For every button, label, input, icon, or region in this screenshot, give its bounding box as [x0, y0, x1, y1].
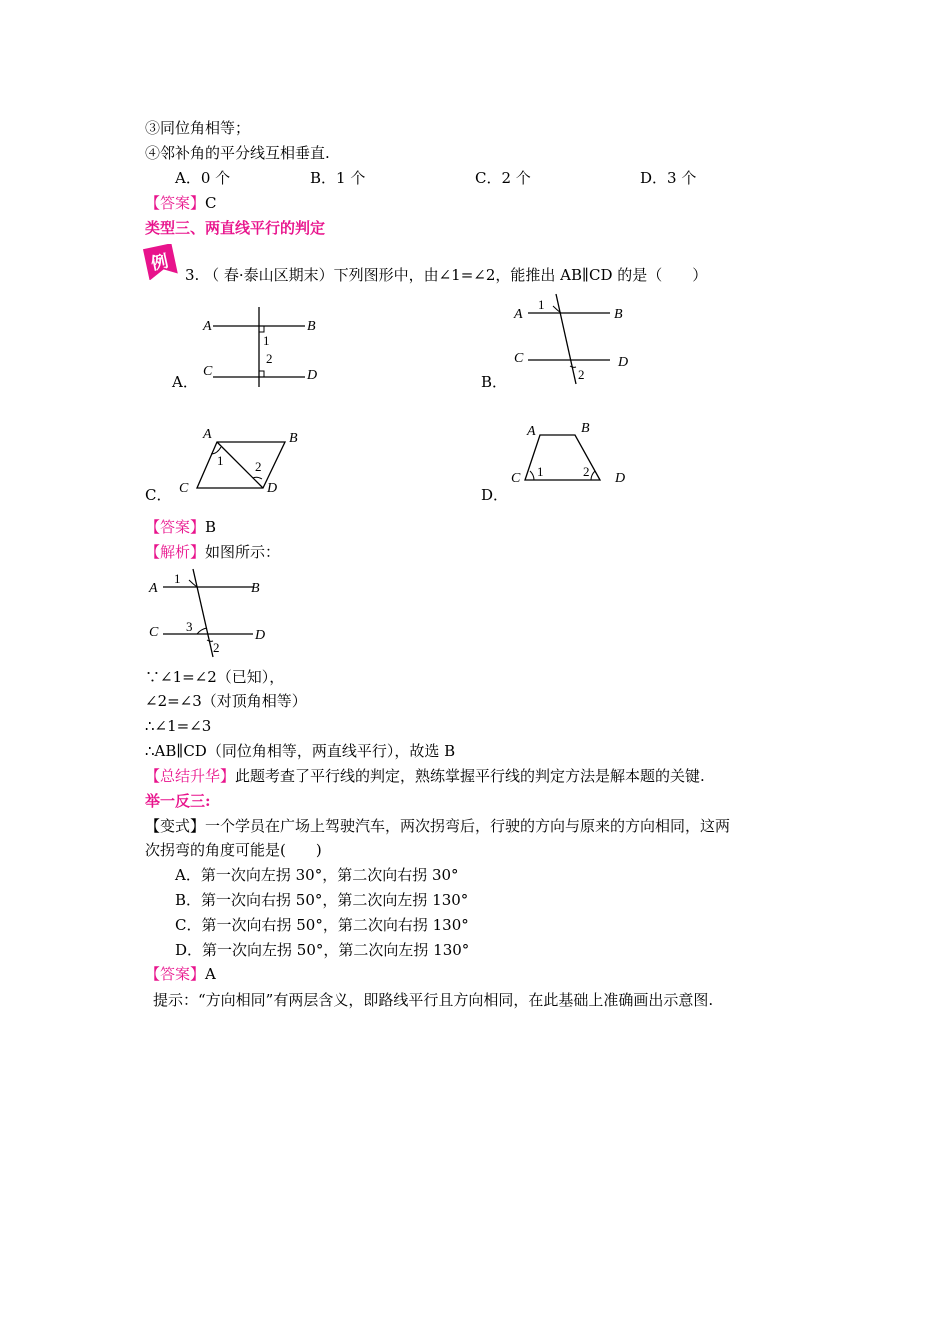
- option-d-letter: D．: [481, 486, 509, 504]
- fig-a-label-b: B: [307, 319, 316, 334]
- analysis-intro: 如图所示：: [205, 543, 281, 561]
- fig-c-label-a: A: [203, 427, 212, 442]
- fig-b-label-b: B: [614, 307, 623, 322]
- example-analysis: [145, 542, 280, 562]
- fig-c-label-1: 1: [217, 453, 224, 468]
- proof-line-4: ∴AB∥CD（同位角相等，两直线平行），故选 B: [145, 742, 456, 760]
- variant-option-c: C．第一次向右拐 50°，第二次向右拐 130°: [175, 916, 469, 934]
- summary-text: 此题考查了平行线的判定，熟练掌握平行线的判定方法是解本题的关键.: [235, 767, 705, 785]
- fig-b-label-a: A: [514, 307, 523, 322]
- fig-b-label-1: 1: [538, 297, 545, 312]
- fig-b-label-d: D: [618, 355, 629, 370]
- summary: [145, 766, 705, 786]
- answer-value: B: [205, 518, 217, 536]
- option-b-letter: B．: [481, 373, 508, 391]
- variant-answer: [145, 964, 216, 984]
- variant-question-line-1: [145, 816, 730, 836]
- example-badge-icon: [142, 244, 178, 280]
- analysis-figure: [145, 565, 275, 660]
- variant-option-a: A．第一次向左拐 30°，第二次向右拐 30°: [175, 866, 459, 884]
- fig-c-label-2: 2: [255, 459, 262, 474]
- prev-option-d: D．3 个: [640, 169, 697, 187]
- analysis-label-1: 1: [174, 571, 181, 586]
- prev-item-4: ④邻补角的平分线互相垂直.: [145, 144, 330, 162]
- fig-d-label-a: A: [527, 424, 536, 439]
- badge-char: 例: [149, 251, 171, 275]
- example-answer: [145, 517, 216, 537]
- variant-text-1: 一个学员在广场上驾驶汽车，两次拐弯后，行驶的方向与原来的方向相同，这两: [205, 817, 731, 835]
- proof-line-1: ∵∠1=∠2（已知），: [145, 668, 285, 686]
- option-a-letter: A．: [172, 373, 198, 391]
- variant-option-d: D．第一次向左拐 50°，第二次向左拐 130°: [175, 941, 470, 959]
- variant-question-line-2: 次拐弯的角度可能是( ): [145, 841, 322, 859]
- variant-option-b: B．第一次向右拐 50°，第二次向左拐 130°: [175, 891, 469, 909]
- fig-c-label-d: D: [267, 481, 278, 496]
- proof-line-2: ∠2=∠3（对顶角相等）: [145, 692, 307, 710]
- practice-heading: 举一反三:: [145, 792, 211, 810]
- fig-d-label-d: D: [615, 471, 626, 486]
- figure-c: [175, 420, 315, 500]
- example-question: 3. （ 春·泰山区期末）下列图形中，由∠1=∠2，能推出 AB∥CD 的是（ ）: [185, 266, 708, 284]
- analysis-label-3: 3: [186, 619, 193, 634]
- analysis-tag: 【解析】: [145, 543, 206, 561]
- summary-tag: 【总结升华】: [145, 767, 236, 785]
- analysis-label-2: 2: [213, 640, 220, 655]
- figure-d: [505, 415, 640, 495]
- analysis-label-d: D: [255, 628, 266, 643]
- fig-a-label-a: A: [203, 319, 212, 334]
- fig-d-label-b: B: [581, 421, 590, 436]
- fig-b-label-c: C: [514, 351, 524, 366]
- analysis-label-a: A: [149, 581, 158, 596]
- fig-c-label-c: C: [179, 481, 189, 496]
- answer-tag: 【答案】: [145, 518, 206, 536]
- prev-option-a: A．0 个: [175, 169, 231, 187]
- fig-a-label-d: D: [307, 368, 318, 383]
- variant-hint: 提示：“方向相同”有两层含义，即路线平行且方向相同，在此基础上准确画出示意图.: [153, 991, 714, 1009]
- answer-tag: 【答案】: [145, 194, 206, 212]
- section-heading: 类型三、两直线平行的判定: [145, 219, 326, 237]
- fig-a-label-c: C: [203, 364, 213, 379]
- figure-b: [510, 290, 640, 390]
- figure-a: [195, 305, 330, 390]
- proof-line-3: ∴∠1=∠3: [145, 717, 212, 735]
- fig-c-label-b: B: [289, 431, 298, 446]
- option-c-letter: C．: [145, 486, 172, 504]
- fig-a-label-2: 2: [266, 351, 273, 366]
- fig-d-label-1: 1: [537, 464, 544, 479]
- variant-tag: 【变式】: [145, 817, 206, 835]
- answer-value: C: [205, 194, 217, 212]
- answer-value: A: [205, 965, 216, 983]
- analysis-label-b: B: [251, 581, 260, 596]
- answer-tag: 【答案】: [145, 965, 206, 983]
- fig-d-label-2: 2: [583, 464, 590, 479]
- prev-answer: [145, 193, 217, 213]
- fig-a-label-1: 1: [263, 333, 270, 348]
- prev-option-b: B．1 个: [310, 169, 366, 187]
- fig-d-label-c: C: [511, 471, 521, 486]
- prev-option-c: C．2 个: [475, 169, 531, 187]
- analysis-label-c: C: [149, 625, 159, 640]
- prev-item-3: ③同位角相等；: [145, 119, 251, 137]
- fig-b-label-2: 2: [578, 367, 585, 382]
